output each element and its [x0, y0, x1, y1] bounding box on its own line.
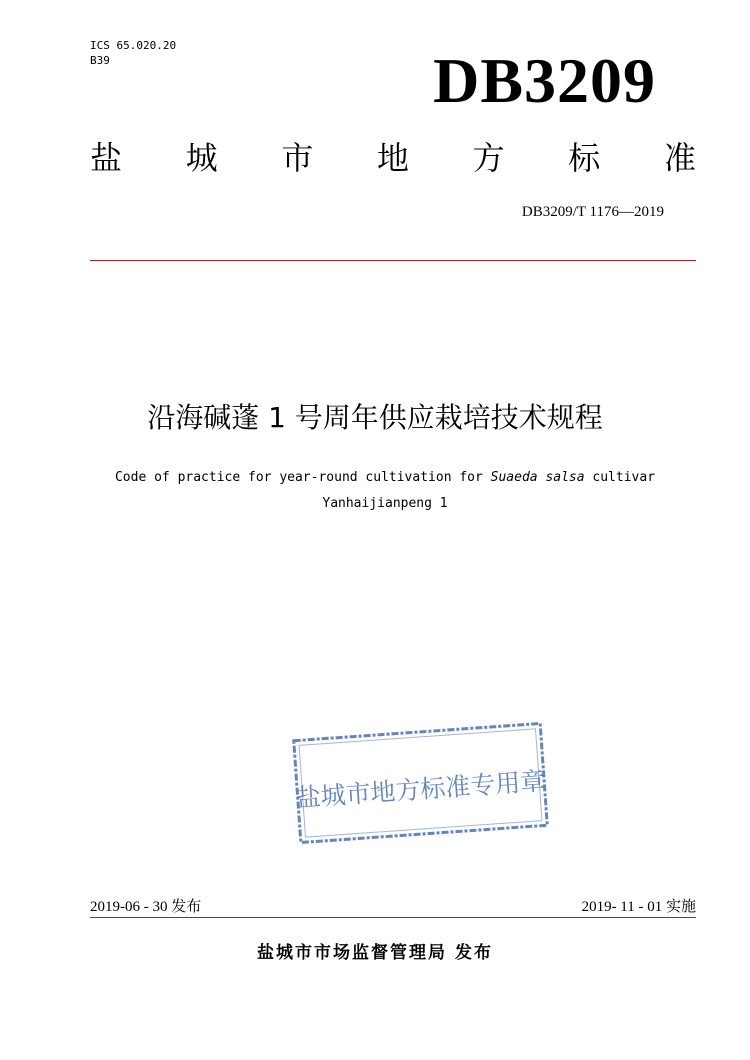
title-en-before: Code of practice for year-round cultivation for	[114, 470, 491, 485]
issue-date: 2019-06 - 30 发布	[90, 899, 202, 915]
standard-type-char: 标	[568, 139, 601, 177]
standard-type-char: 准	[663, 139, 696, 177]
title-english-line1	[60, 465, 710, 491]
title-en-species: Suaeda salsa	[490, 470, 585, 485]
top-divider	[90, 260, 696, 261]
publisher: 盐城市市场监督管理局 发布	[257, 943, 493, 963]
db-code: DB3209	[433, 45, 656, 116]
classification-codes	[90, 38, 176, 68]
standard-type-char: 市	[281, 139, 314, 177]
bottom-divider	[90, 917, 696, 918]
stamp-text: 盐城市地方标准专用章	[294, 766, 547, 813]
title-chinese: 沿海碱蓬 1 号周年供应栽培技术规程	[147, 401, 603, 434]
ccs-code: B39	[90, 54, 110, 67]
implementation-date: 2019- 11 - 01 实施	[581, 899, 696, 915]
standard-type-heading	[90, 138, 696, 178]
standard-type-char: 盐	[90, 139, 123, 177]
title-en-after: cultivar	[584, 470, 656, 485]
standard-type-char: 方	[472, 139, 505, 177]
title-english	[60, 465, 710, 517]
standard-type-char: 城	[185, 139, 218, 177]
official-stamp	[289, 719, 551, 847]
standard-number: DB3209/T 1176—2019	[521, 204, 664, 220]
ics-code: ICS 65.020.20	[90, 39, 177, 52]
standard-type-char: 地	[376, 139, 409, 177]
title-english-line2: Yanhaijianpeng 1	[322, 496, 448, 511]
